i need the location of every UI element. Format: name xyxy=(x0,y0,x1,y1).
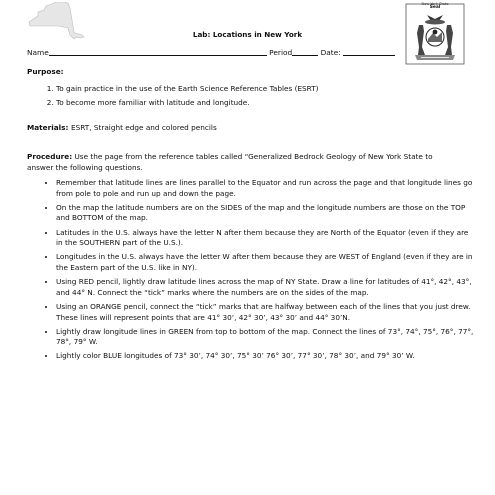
procedure-step: • On the map the latitude numbers are on the SIDES of the map and the longitude numbers are those on the TOP and BOTTOM of the map. xyxy=(56,203,476,224)
procedure-step: • Remember that latitude lines are lines parallel to the Equator and run across the page and that longitude lines go from pole to pole and run up and down the page. xyxy=(56,178,476,199)
procedure-intro-text: Use the page from the reference tables called “Generalized Bedrock Geology of New York State to answer the following questions. xyxy=(27,152,433,172)
name-label: Name xyxy=(27,48,49,57)
page-title: Lab: Locations in New York xyxy=(192,30,303,39)
procedure-label: Procedure: xyxy=(27,152,73,161)
procedure-steps xyxy=(42,178,476,366)
name-field[interactable] xyxy=(49,48,267,56)
purpose-item: 2. To become more familiar with latitude and longitude. xyxy=(56,96,476,110)
seal-caption-line-2: Seal xyxy=(429,5,441,10)
procedure-intro xyxy=(27,152,457,173)
state-seal xyxy=(405,3,465,65)
purpose-heading: Purpose: xyxy=(27,67,64,76)
state-seal-icon xyxy=(405,3,465,65)
name-period-date-line xyxy=(27,48,407,57)
procedure-step: • Latitudes in the U.S. always have the letter N after them because they are North of the Equator (even if they are in the SOUTHERN part of the U.S.). xyxy=(56,228,476,249)
purpose-item: 1. To gain practice in the use of the Earth Science Reference Tables (ESRT) xyxy=(56,82,476,96)
materials-section xyxy=(27,123,217,132)
procedure-step: • Longitudes in the U.S. always have the letter W after them because they are WEST of England (even if they are in the Eastern part of the U.S. like in NY). xyxy=(56,252,476,273)
materials-text: ESRT, Straight edge and colored pencils xyxy=(70,123,217,132)
period-label: Period xyxy=(269,48,293,57)
procedure-step: • Lightly color BLUE longitudes of 73° 30’, 74° 30’, 75° 30’ 76° 30’, 77° 30’, 78° 30’, and 79° 30’ W. xyxy=(56,351,476,362)
purpose-list xyxy=(42,82,476,110)
date-label: Date: xyxy=(320,48,341,57)
seal-caption-line-1: New York State xyxy=(421,2,449,6)
date-field[interactable] xyxy=(343,48,395,56)
procedure-step: • Lightly draw longitude lines in GREEN from top to bottom of the map. Connect the lines of 73°, 74°, 75°, 76°, 77°, 78°, 79° W. xyxy=(56,327,476,348)
materials-label: Materials: xyxy=(27,123,69,132)
period-field[interactable] xyxy=(292,48,318,56)
procedure-step: • Using an ORANGE pencil, connect the “tick” marks that are halfway between each of the lines that you just drew. These lines will represent points that are 41° 30’, 42° 30’, 43° 30’ and 44° 30’N. xyxy=(56,302,476,323)
procedure-step: • Using RED pencil, lightly draw latitude lines across the map of NY State. Draw a line for latitudes of 41°, 42°, 43°, and 44° N. Connect the “tick” marks where the numbers are on the sides of the map. xyxy=(56,277,476,298)
